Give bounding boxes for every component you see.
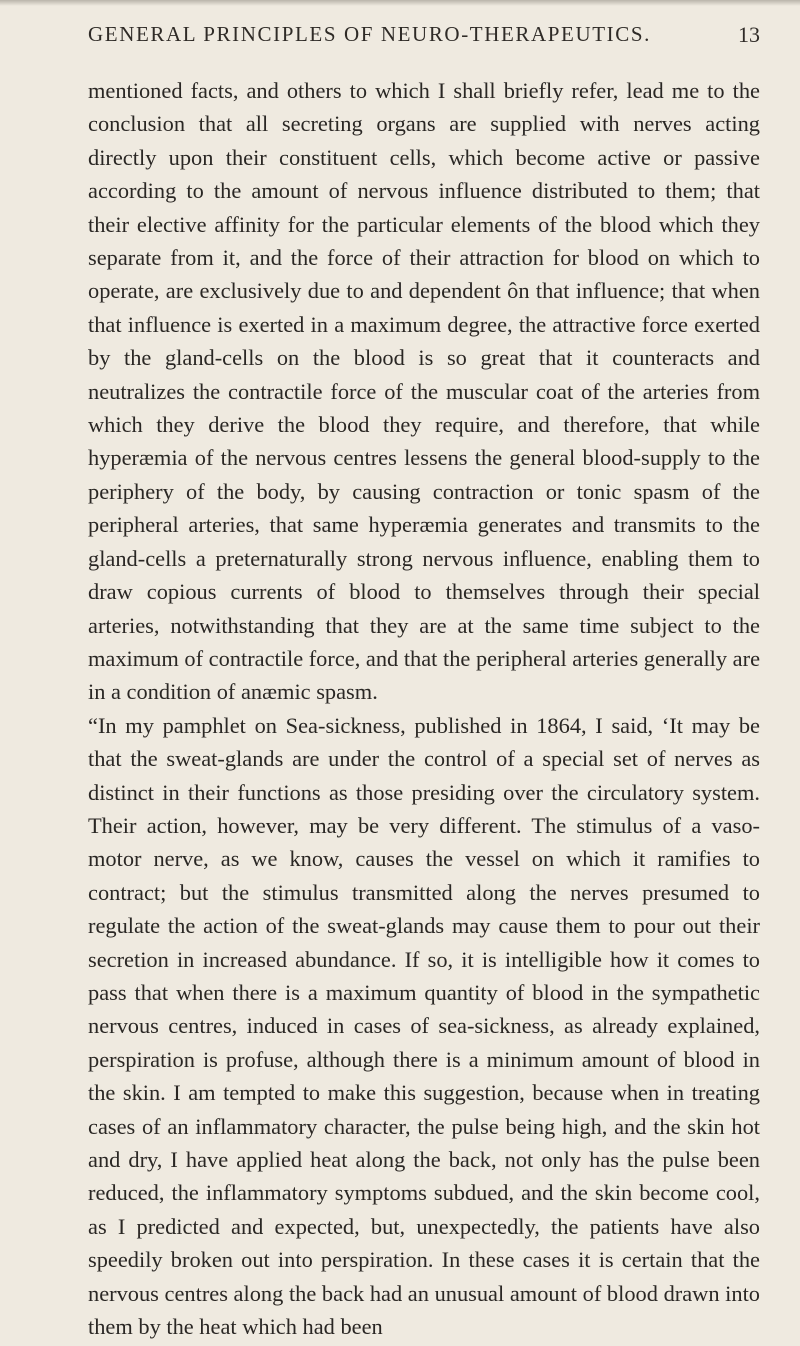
running-head (88, 22, 760, 52)
body-text (88, 74, 760, 1343)
paragraph-1: mentioned facts, and others to which I shall briefly refer, lead me to the conclusion that all secreting organs are supplied with nerves acting directly upon their constituent cells, which become active or passive according to the amount of nervous influence distributed to them; that their elective affinity for the particular elements of the blood which they separate from it, and the force of their attraction for blood on which to operate, are exclusively due to and dependent ôn that influence; that when that influence is exerted in a maximum degree, the attractive force exerted by the gland-cells on the blood is so great that it counteracts and neutralizes the contractile force of the muscular coat of the arteries from which they derive the blood they require, and therefore, that while hyperæmia of the nervous centres lessens the general blood-supply to the periphery of the body, by causing contraction or tonic spasm of the peripheral arteries, that same hyperæmia generates and transmits to the gland-cells a preternaturally strong nervous influence, enabling them to draw copious currents of blood to themselves through their special arteries, notwithstanding that they are at the same time subject to the maximum of contractile force, and that the peripheral arteries generally are in a condition of anæmic spasm. (88, 78, 761, 705)
page-number: 13 (738, 22, 760, 47)
scan-edge (0, 0, 800, 6)
paragraph-2: “In my pamphlet on Sea-sickness, published in 1864, I said, ‘It may be that the sweat-glands are under the control of a special set of nerves as distinct in their functions as those presiding over the circulatory system. Their action, however, may be very different. The stimulus of a vaso-motor nerve, as we know, causes the vessel on which it ramifies to contract; but the stimulus transmitted along the nerves presumed to regulate the action of the sweat-glands may cause them to pour out their secretion in increased abundance. If so, it is intelligible how it comes to pass that when there is a maximum quantity of blood in the sympathetic nervous centres, induced in cases of sea-sickness, as already explained, perspiration is profuse, although there is a minimum amount of blood in the skin. I am tempted to make this suggestion, because when in treating cases of an inflammatory character, the pulse being high, and the skin hot and dry, I have applied heat along the back, not only has the pulse been reduced, the inflammatory symptoms subdued, and the skin become cool, as I predicted and expected, but, unexpectedly, the patients have also speedily broken out into perspiration. In these cases it is certain that the nervous centres along the back had an unusual amount of blood drawn into them by the heat which had been (88, 712, 760, 1340)
running-title: GENERAL PRINCIPLES OF NEURO-THERAPEUTICS. (88, 22, 652, 46)
